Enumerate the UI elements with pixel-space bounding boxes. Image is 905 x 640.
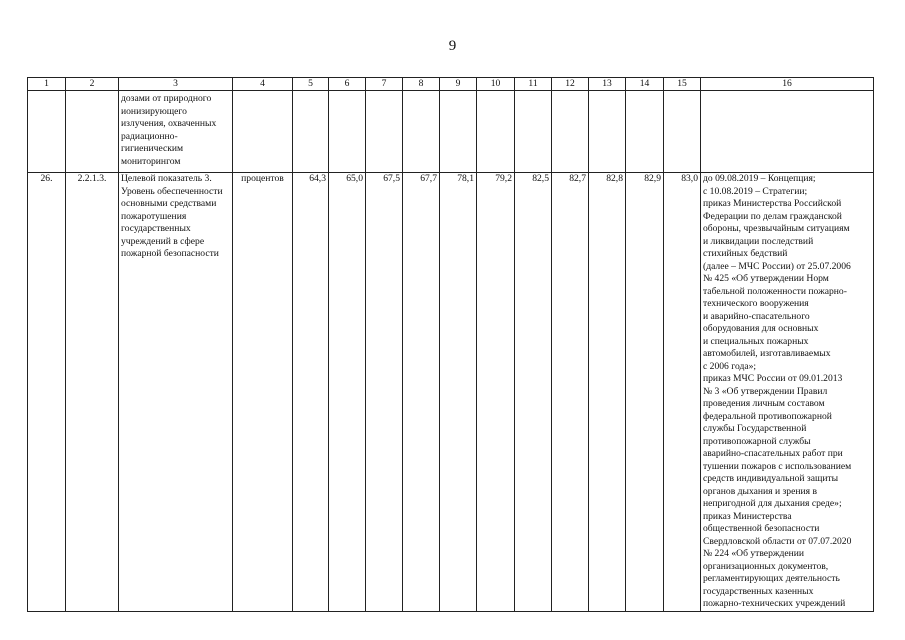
column-header: 3 (119, 78, 233, 91)
basis-line: и аварийно-спасательного (703, 310, 810, 322)
basis-line: (далее – МЧС России) от 25.07.2006 (703, 260, 851, 272)
basis-line: Федерации по делам гражданской (703, 210, 842, 222)
row-number: 26. (28, 173, 66, 612)
column-header: 7 (366, 78, 403, 91)
basis-line: технического вооружения (703, 298, 809, 309)
column-header: 6 (329, 78, 366, 91)
basis-line: непригодной для дыхания среде»; (703, 498, 842, 509)
basis-line: приказ Министерства (703, 510, 792, 522)
value-cell: 65,0 (329, 173, 366, 612)
unit-of-measure: процентов (233, 173, 293, 612)
value-cell: 83,0 (664, 173, 701, 612)
basis-line: федеральной противопожарной (703, 410, 832, 422)
basis-line: общественной безопасности (703, 523, 820, 534)
basis-line: пожарно-технических учреждений (703, 598, 846, 609)
basis-line: оборудования для основных (703, 323, 819, 334)
basis-line: тушении пожаров с использованием (703, 460, 852, 472)
column-header: 10 (477, 78, 515, 91)
basis-line: приказ Министерства Российской (703, 198, 842, 209)
value-cell: 78,1 (440, 173, 477, 612)
value-cell: 67,5 (366, 173, 403, 612)
basis-line: службы Государственной (703, 423, 807, 434)
basis-line: с 10.08.2019 – Стратегии; (703, 185, 808, 197)
column-header: 4 (233, 78, 293, 91)
row-code: 2.2.1.3. (66, 173, 119, 612)
basis-line: автомобилей, изготавливаемых (703, 348, 831, 359)
page-number: 9 (448, 38, 457, 54)
column-header: 16 (701, 78, 874, 91)
column-header: 5 (293, 78, 329, 91)
indicator-table (27, 77, 874, 612)
basis-line: органов дыхания и зрения в (703, 485, 817, 497)
indicator-name-continuation: дозами от природного ионизирующего излучения, охваченных радиационно-гигиеническим мониторингом (119, 91, 233, 173)
basis-line: с 2006 года»; (703, 360, 757, 372)
basis-line: средств индивидуальной защиты (703, 473, 839, 484)
basis-line: и специальных пожарных (703, 335, 809, 347)
basis-line: № 425 «Об утверждении Норм (703, 273, 829, 284)
column-header: 11 (515, 78, 552, 91)
continuation-row (28, 91, 874, 173)
basis-line: противопожарной службы (703, 435, 811, 447)
basis-line: аварийно-спасательных работ при (703, 448, 843, 459)
basis-line: табельной положенности пожарно- (703, 285, 847, 297)
basis-line: до 09.08.2019 – Концепция; (703, 173, 816, 184)
column-header: 13 (589, 78, 626, 91)
basis-line: обороны, чрезвычайным ситуациям (703, 223, 850, 234)
basis-line: государственных казенных (703, 585, 814, 597)
column-number-row (28, 78, 874, 91)
column-header: 9 (440, 78, 477, 91)
basis-line: стихийных бедствий (703, 248, 788, 259)
basis-line: приказ МЧС России от 09.01.2013 (703, 373, 843, 384)
column-header: 8 (403, 78, 440, 91)
column-header: 14 (626, 78, 664, 91)
basis-line: Свердловской области от 07.07.2020 (703, 535, 852, 547)
value-cell: 82,5 (515, 173, 552, 612)
basis-line: проведения личным составом (703, 398, 825, 409)
column-header: 1 (28, 78, 66, 91)
basis-line: организационных документов, (703, 560, 829, 572)
value-cell: 82,9 (626, 173, 664, 612)
column-header: 2 (66, 78, 119, 91)
basis-line: № 224 «Об утверждении (703, 548, 805, 559)
column-header: 12 (552, 78, 589, 91)
value-cell: 67,7 (403, 173, 440, 612)
table-row (28, 173, 874, 612)
value-cell: 79,2 (477, 173, 515, 612)
legal-basis (701, 173, 874, 612)
basis-line: и ликвидации последствий (703, 235, 814, 247)
value-cell: 82,8 (589, 173, 626, 612)
value-cell: 82,7 (552, 173, 589, 612)
column-header: 15 (664, 78, 701, 91)
basis-line: регламентирующих деятельность (703, 573, 840, 584)
value-cell: 64,3 (293, 173, 329, 612)
indicator-name: Целевой показатель 3. Уровень обеспеченности основными средствами пожаротушения государственных учреждений в сфере пожарной безопасности (119, 173, 233, 612)
basis-line: № 3 «Об утверждении Правил (703, 385, 828, 397)
